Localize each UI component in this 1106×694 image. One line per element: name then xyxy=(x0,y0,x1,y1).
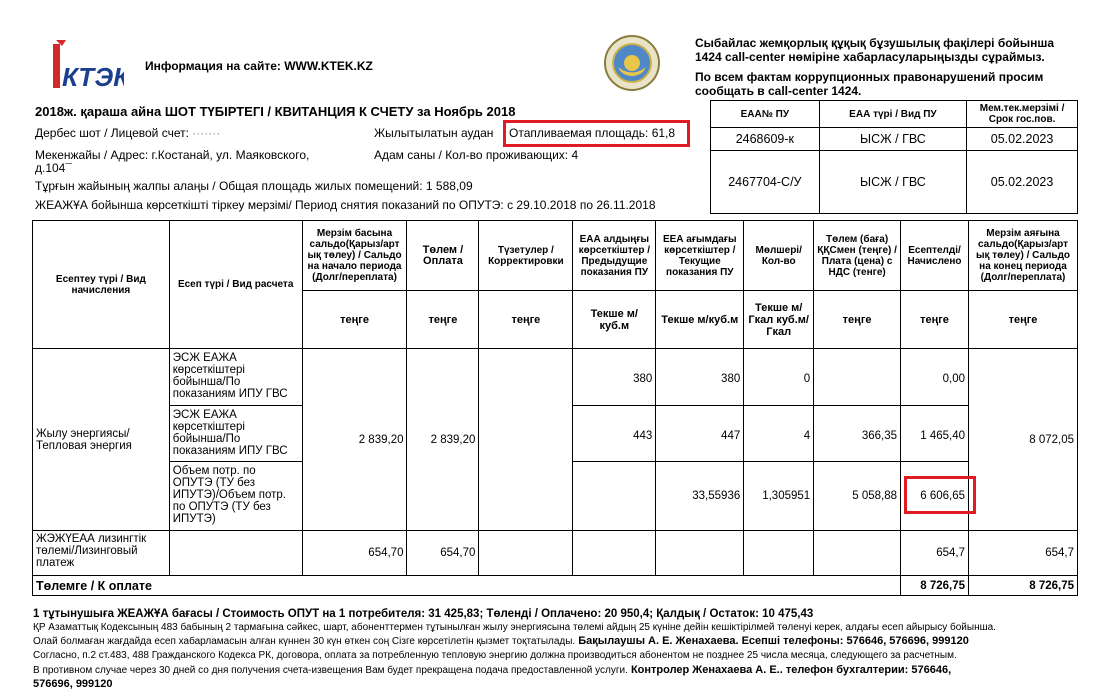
table-row xyxy=(33,531,1078,576)
cur-reading: 447 xyxy=(656,406,744,462)
total-area: Тұрғын жайының жалпы алаңы / Общая площадь жилых помещений: 1 588,09 xyxy=(35,179,473,193)
footer-kz-stop: Олай болмаған жағдайда есеп хабарламасын алған күннен 30 күн өткен соң Сізге көрсетілетін қызмет тоқтатылады. xyxy=(33,636,576,647)
price xyxy=(814,531,901,576)
heated-area: Отапливаемая площадь: 61,8 xyxy=(509,126,676,140)
footer-controller-kz: Бақылаушы А. Е. Женахаева. Есепші телефоны: 576646, 576696, 999120 xyxy=(575,635,969,647)
site-info: Информация на сайте: WWW.KTEK.KZ xyxy=(145,59,373,73)
charged: 1 465,40 xyxy=(901,406,969,462)
footer-kz-notice: ҚР Азаматтық Кодексының 483 бабының 2 тармағына сәйкес, шарт, абоненттермен тұтынылған жылу энергиясына төлемі айдың 25 күніне дейін кешіктірілмей төленуі керек, алдағы есеп айырысу бойынша. xyxy=(33,622,996,633)
prev-reading xyxy=(573,531,656,576)
unit-cell: Текше м/Гкал куб.м/ Гкал xyxy=(744,291,814,349)
corrections xyxy=(479,349,573,531)
price: 366,35 xyxy=(814,406,901,462)
meter-number: 2467704-С/У xyxy=(711,151,820,214)
cur-reading: 380 xyxy=(656,349,744,406)
meter-verification-date: 05.02.2023 xyxy=(967,128,1078,151)
col-header-charged: Есептелді/ Начислено xyxy=(901,221,969,291)
quantity xyxy=(744,531,814,576)
unit-cell: теңге xyxy=(814,291,901,349)
unit-cell: теңге xyxy=(479,291,573,349)
footer-kz-notice-2 xyxy=(33,635,969,647)
col-header-corrections: Түзетулер / Корректировки xyxy=(479,221,573,291)
payment: 2 839,20 xyxy=(407,349,479,531)
col-header-price: Төлем (баға) ҚҚСмен (теңге) / Плата (цена) с НДС (тенге) xyxy=(814,221,901,291)
saldo-start: 2 839,20 xyxy=(302,349,407,531)
personal-account xyxy=(35,126,220,140)
quantity: 1,305951 xyxy=(744,462,814,531)
meter-header-verification: Мем.тек.мерзімі / Срок гос.пов. xyxy=(967,101,1078,128)
address-line-2 xyxy=(35,161,72,175)
total-row xyxy=(33,576,1078,596)
quantity: 0 xyxy=(744,349,814,406)
unit-cell: теңге xyxy=(407,291,479,349)
address-suffix: ¯ xyxy=(65,161,72,175)
personal-account-label: Дербес шот / Лицевой счет: xyxy=(35,126,193,140)
footer-cost-line: 1 тұтынушыға ЖЕАЖҰА бағасы / Стоимость ОПУТ на 1 потребителя: 31 425,83; Төленді / Оплачено: 20 950,4; Қалдық / Остаток: 10 475,43 xyxy=(33,608,814,620)
saldo-start: 654,70 xyxy=(302,531,407,576)
state-emblem-icon xyxy=(603,34,661,92)
payment: 654,70 xyxy=(407,531,479,576)
heated-area-label: Жылытылатын аудан xyxy=(374,126,494,140)
prev-reading xyxy=(573,462,656,531)
unit-cell: теңге xyxy=(901,291,969,349)
charges-table xyxy=(32,220,1078,596)
meter-type: ЫСЖ / ГВС xyxy=(819,128,966,151)
meter-number: 2468609-к xyxy=(711,128,820,151)
corruption-kz-2: 1424 call-center нөміріне хабарласуларыңызды сұраймыз. xyxy=(695,50,1045,64)
col-header-saldo-start: Мерзім басына сальдо(Қарыз/арт ық төлеу) / Сальдо на начало периода (Долг/переплата) xyxy=(302,221,407,291)
price: 5 058,88 xyxy=(814,462,901,531)
col-header-prev-readings: ЕАА алдыңғы көрсеткіштер / Предыдущие показания ПУ xyxy=(573,221,656,291)
corruption-ru-1: По всем фактам коррупционных правонарушений просим xyxy=(695,70,1044,84)
meter-type: ЫСЖ / ГВС xyxy=(819,151,966,214)
invoice-title: 2018ж. қараша айна ШОТ ТҮБІРТЕГІ / КВИТАНЦИЯ К СЧЕТУ за Ноябрь 2018 xyxy=(35,104,516,119)
total-saldo-end: 8 726,75 xyxy=(969,576,1078,596)
meter-table xyxy=(710,100,1078,214)
total-charged: 8 726,75 xyxy=(901,576,969,596)
unit-cell: теңге xyxy=(969,291,1078,349)
cur-reading: 33,55936 xyxy=(656,462,744,531)
footer-ru-notice-2 xyxy=(33,664,951,676)
corruption-notice xyxy=(695,36,1054,98)
col-header-calc-type: Есеп түрі / Вид расчета xyxy=(169,221,302,349)
col-header-cur-readings: ЕЕА ағымдағы көрсеткіштер / Текущие показания ПУ xyxy=(656,221,744,291)
prev-reading: 380 xyxy=(573,349,656,406)
total-label: Төлемге / К оплате xyxy=(33,576,901,596)
meter-header-number: ЕАА№ ПУ xyxy=(711,101,820,128)
accrual-type-lease: ЖЭЖҮЕАА лизингтік төлемі/Лизинговый платеж xyxy=(33,531,170,576)
calc-type: Объем потр. по ОПУТЭ (ТУ без ИПУТЭ)/Объем потр. по ОПУТЭ (ТУ без ИПУТЭ) xyxy=(169,462,302,531)
charged: 654,7 xyxy=(901,531,969,576)
residents: Адам саны / Кол-во проживающих: 4 xyxy=(374,148,579,162)
ktek-logo xyxy=(48,36,124,92)
charged: 6 606,65 xyxy=(901,462,969,531)
footer-ru-stop: В противном случае через 30 дней со дня получения счета-извещения Вам будет прекращена подача предоставленной услуги. xyxy=(33,665,628,676)
col-header-payment: Төлем / Оплата xyxy=(407,221,479,291)
footer-phones: 576696, 999120 xyxy=(33,678,113,690)
saldo-end: 654,7 xyxy=(969,531,1078,576)
footer-controller-ru: Контролер Женахаева А. Е.. телефон бухгалтерии: 576646, xyxy=(627,664,952,676)
unit-cell: Текше м/куб.м xyxy=(573,291,656,349)
personal-account-value: ······· xyxy=(192,126,221,140)
quantity: 4 xyxy=(744,406,814,462)
address-house: д.104 xyxy=(35,161,66,175)
corrections xyxy=(479,531,573,576)
calc-type: ЭСЖ ЕАЖА көрсеткіштері бойынша/По показаниям ИПУ ГВС xyxy=(169,406,302,462)
corruption-kz-1: Сыбайлас жемқорлық құқық бұзушылық фақілері бойынша xyxy=(695,36,1055,50)
saldo-end: 8 072,05 xyxy=(969,349,1078,531)
highlight-charged xyxy=(904,476,976,514)
charged: 0,00 xyxy=(901,349,969,406)
unit-cell: теңге xyxy=(302,291,407,349)
footer-ru-notice: Согласно, п.2 ст.483, 488 Гражданского Кодекса РК, договора, оплата за потребленную тепловую энергию должна производиться абонентом не позднее 25 числа месяца, следующего за расчетным. xyxy=(33,650,957,661)
col-header-accrual-type: Есептеу түрі / Вид начисления xyxy=(33,221,170,349)
meter-verification-date: 05.02.2023 xyxy=(967,151,1078,214)
corruption-ru-2: сообщать в call-center 1424. xyxy=(695,84,862,98)
logo-text: КТЭК xyxy=(62,62,124,92)
highlight-heated-area xyxy=(503,120,690,147)
meter-header-type: ЕАА түрі / Вид ПУ xyxy=(819,101,966,128)
price xyxy=(814,349,901,406)
table-row xyxy=(33,349,1078,406)
calc-type: ЭСЖ ЕАЖА көрсеткіштері бойынша/По показаниям ИПУ ГВС xyxy=(169,349,302,406)
reading-period: ЖЕАЖҰА бойынша көрсеткішті тіркеу мерзімі/ Период снятия показаний по ОПУТЭ: с 29.10.2018 по 26.11.2018 xyxy=(35,198,656,212)
address-line-1: Мекенжайы / Адрес: г.Костанай, ул. Маяковского, xyxy=(35,148,310,162)
col-header-saldo-end: Мерзім аяғына сальдо(Қарыз/арт ық төлеу) / Сальдо на конец периода (Долг/переплата) xyxy=(969,221,1078,291)
unit-cell: Текше м/куб.м xyxy=(656,291,744,349)
accrual-type-heat: Жылу энергиясы/Тепловая энергия xyxy=(33,349,170,531)
calc-type xyxy=(169,531,302,576)
cur-reading xyxy=(656,531,744,576)
prev-reading: 443 xyxy=(573,406,656,462)
col-header-quantity: Мөлшері/ Кол-во xyxy=(744,221,814,291)
